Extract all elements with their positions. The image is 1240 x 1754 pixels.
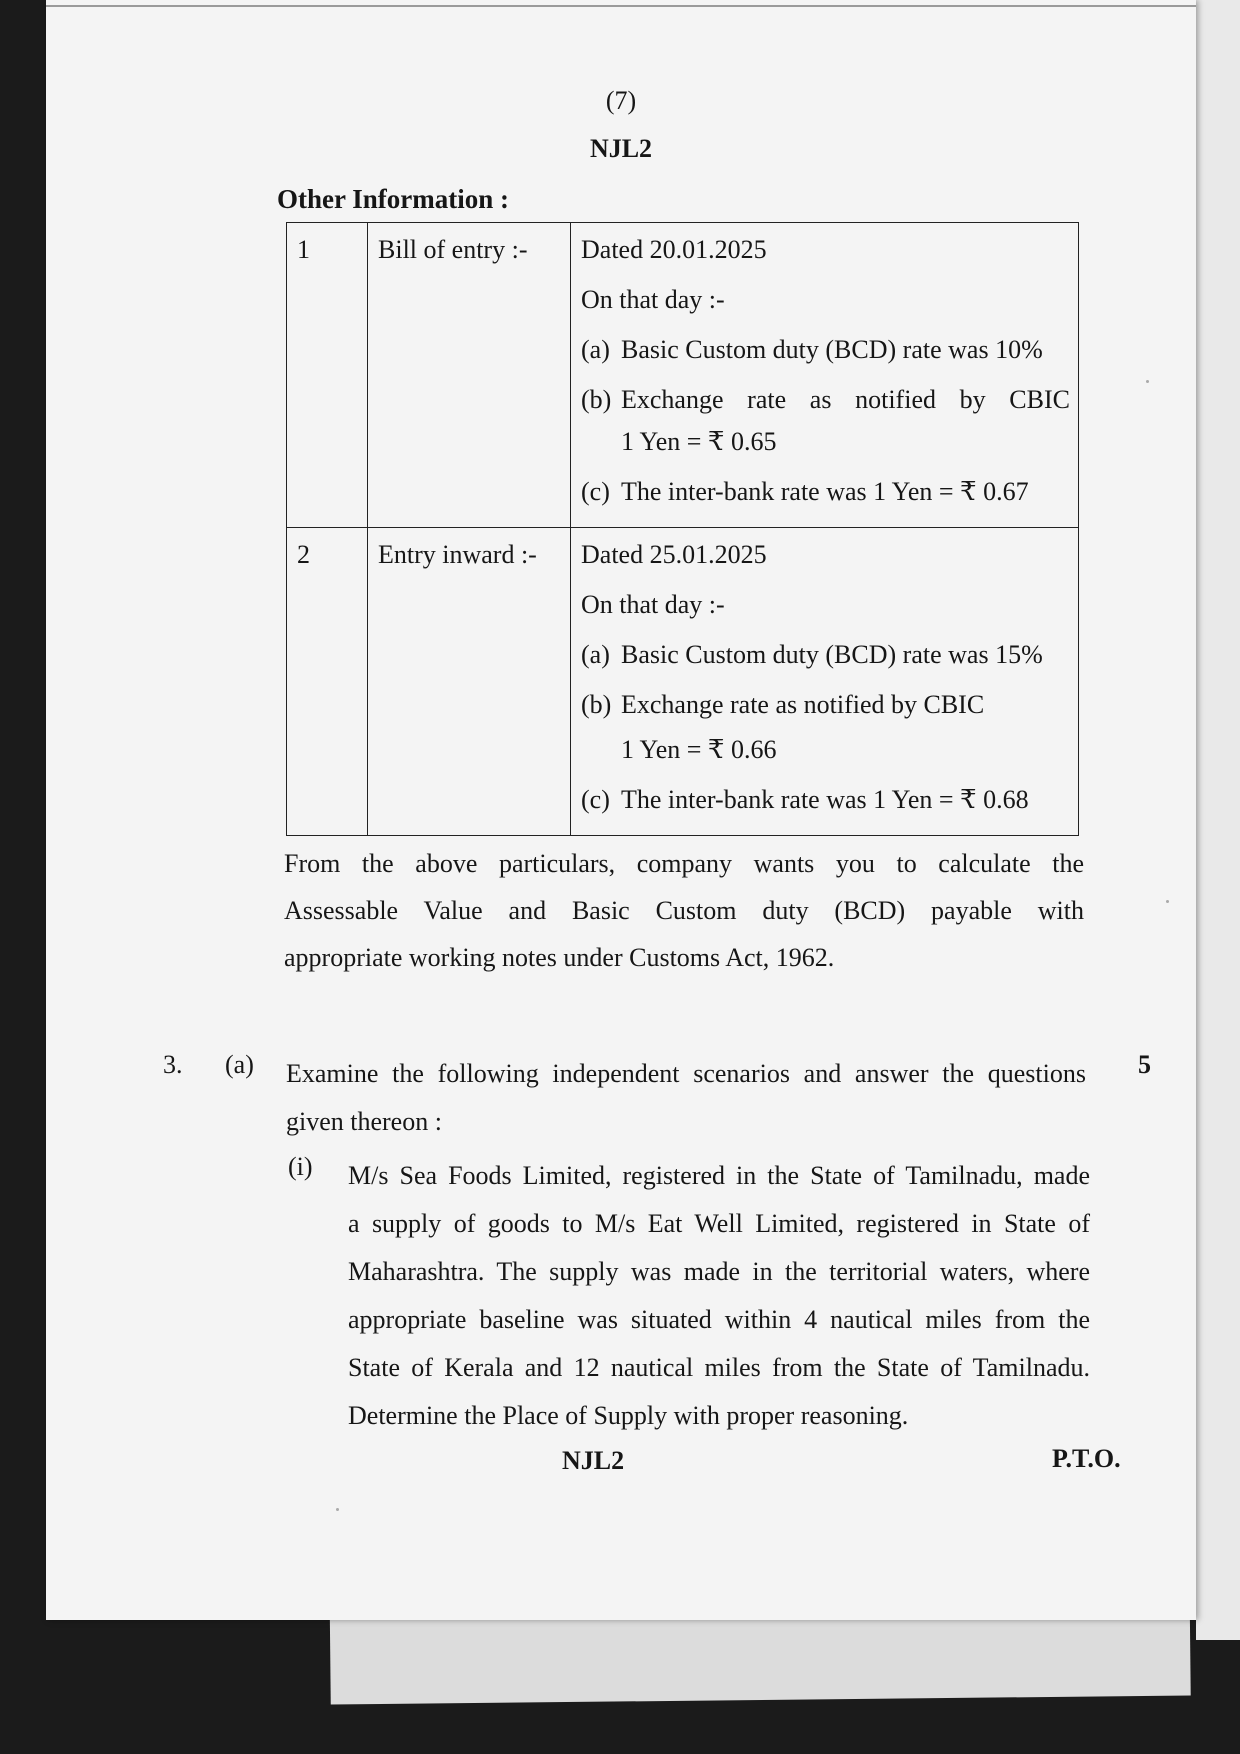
instruction-paragraph (284, 840, 1084, 981)
pto-label: P.T.O. (1052, 1444, 1121, 1473)
detail-item (581, 640, 1070, 690)
item-text: The inter-bank rate was 1 Yen = ₹ 0.67 (621, 477, 1029, 506)
scan-speck (336, 1508, 339, 1511)
subquestion-line: appropriate baseline was situated within 4 nautical miles from the (348, 1305, 1090, 1334)
item-extra: 1 Yen = ₹ 0.65 (621, 427, 777, 456)
subquestion-marker: (i) (288, 1152, 313, 1181)
table-row (287, 528, 1079, 836)
row-date: Dated 25.01.2025 (581, 540, 767, 569)
question-line: given thereon : (286, 1107, 442, 1136)
scan-edge-strip (1196, 0, 1240, 1640)
instruction-line: appropriate working notes under Customs Act, 1962. (284, 943, 835, 972)
item-text: The inter-bank rate was 1 Yen = ₹ 0.68 (621, 785, 1029, 814)
detail-item (581, 477, 1070, 527)
item-marker: (c) (581, 477, 610, 506)
detail-item (581, 785, 1070, 835)
instruction-line: Assessable Value and Basic Custom duty (BCD) payable with (284, 896, 1084, 925)
item-extra: 1 Yen = ₹ 0.66 (621, 735, 777, 764)
subquestion-line: a supply of goods to M/s Eat Well Limited, registered in State of (348, 1209, 1090, 1238)
row-number-cell (287, 223, 368, 528)
question-text (286, 1050, 1086, 1146)
other-information-heading: Other Information : (277, 184, 509, 214)
exam-page (46, 0, 1196, 1620)
subquestion-line: Determine the Place of Supply with proper reasoning. (348, 1401, 909, 1430)
subquestion-line: M/s Sea Foods Limited, registered in the State of Tamilnadu, made (348, 1161, 1090, 1190)
instruction-line: From the above particulars, company wants you to calculate the (284, 849, 1084, 878)
paper-code-header: NJL2 (589, 134, 653, 163)
item-text: Exchange rate as notified by CBIC (621, 690, 985, 719)
table-row (287, 223, 1079, 528)
item-marker: (a) (581, 640, 610, 669)
item-text: Exchange rate as notified by CBIC (621, 385, 1070, 414)
item-marker: (b) (581, 690, 612, 719)
row-label: Bill of entry :- (378, 235, 528, 264)
subquestion-text (348, 1152, 1090, 1440)
item-text: Basic Custom duty (BCD) rate was 15% (621, 640, 1043, 669)
other-information-table (286, 222, 1079, 836)
detail-item (581, 690, 1070, 735)
detail-item (581, 335, 1070, 385)
row-detail-cell (571, 528, 1079, 836)
row-number-cell (287, 528, 368, 836)
row-intro: On that day :- (581, 590, 725, 619)
row-number: 2 (297, 540, 310, 569)
page-number: (7) (605, 86, 637, 115)
row-label: Entry inward :- (378, 540, 537, 569)
detail-item (581, 385, 1070, 427)
row-date: Dated 20.01.2025 (581, 235, 767, 264)
row-label-cell (368, 223, 571, 528)
scan-speck (1166, 900, 1169, 903)
item-marker: (c) (581, 785, 610, 814)
row-label-cell (368, 528, 571, 836)
row-number: 1 (297, 235, 310, 264)
question-marks: 5 (1138, 1050, 1151, 1079)
subquestion-line: Maharashtra. The supply was made in the territorial waters, where (348, 1257, 1090, 1286)
row-detail-cell (571, 223, 1079, 528)
question-part: (a) (225, 1050, 254, 1079)
subquestion-line: State of Kerala and 12 nautical miles from the State of Tamilnadu. (348, 1353, 1090, 1382)
page-top-edge (46, 5, 1196, 7)
paper-code-footer: NJL2 (562, 1446, 625, 1475)
question-number: 3. (163, 1050, 183, 1079)
row-intro: On that day :- (581, 285, 725, 314)
item-marker: (b) (581, 385, 612, 414)
question-line: Examine the following independent scenarios and answer the questions (286, 1059, 1086, 1088)
scan-speck (1146, 380, 1149, 383)
item-marker: (a) (581, 335, 610, 364)
item-text: Basic Custom duty (BCD) rate was 10% (621, 335, 1043, 364)
